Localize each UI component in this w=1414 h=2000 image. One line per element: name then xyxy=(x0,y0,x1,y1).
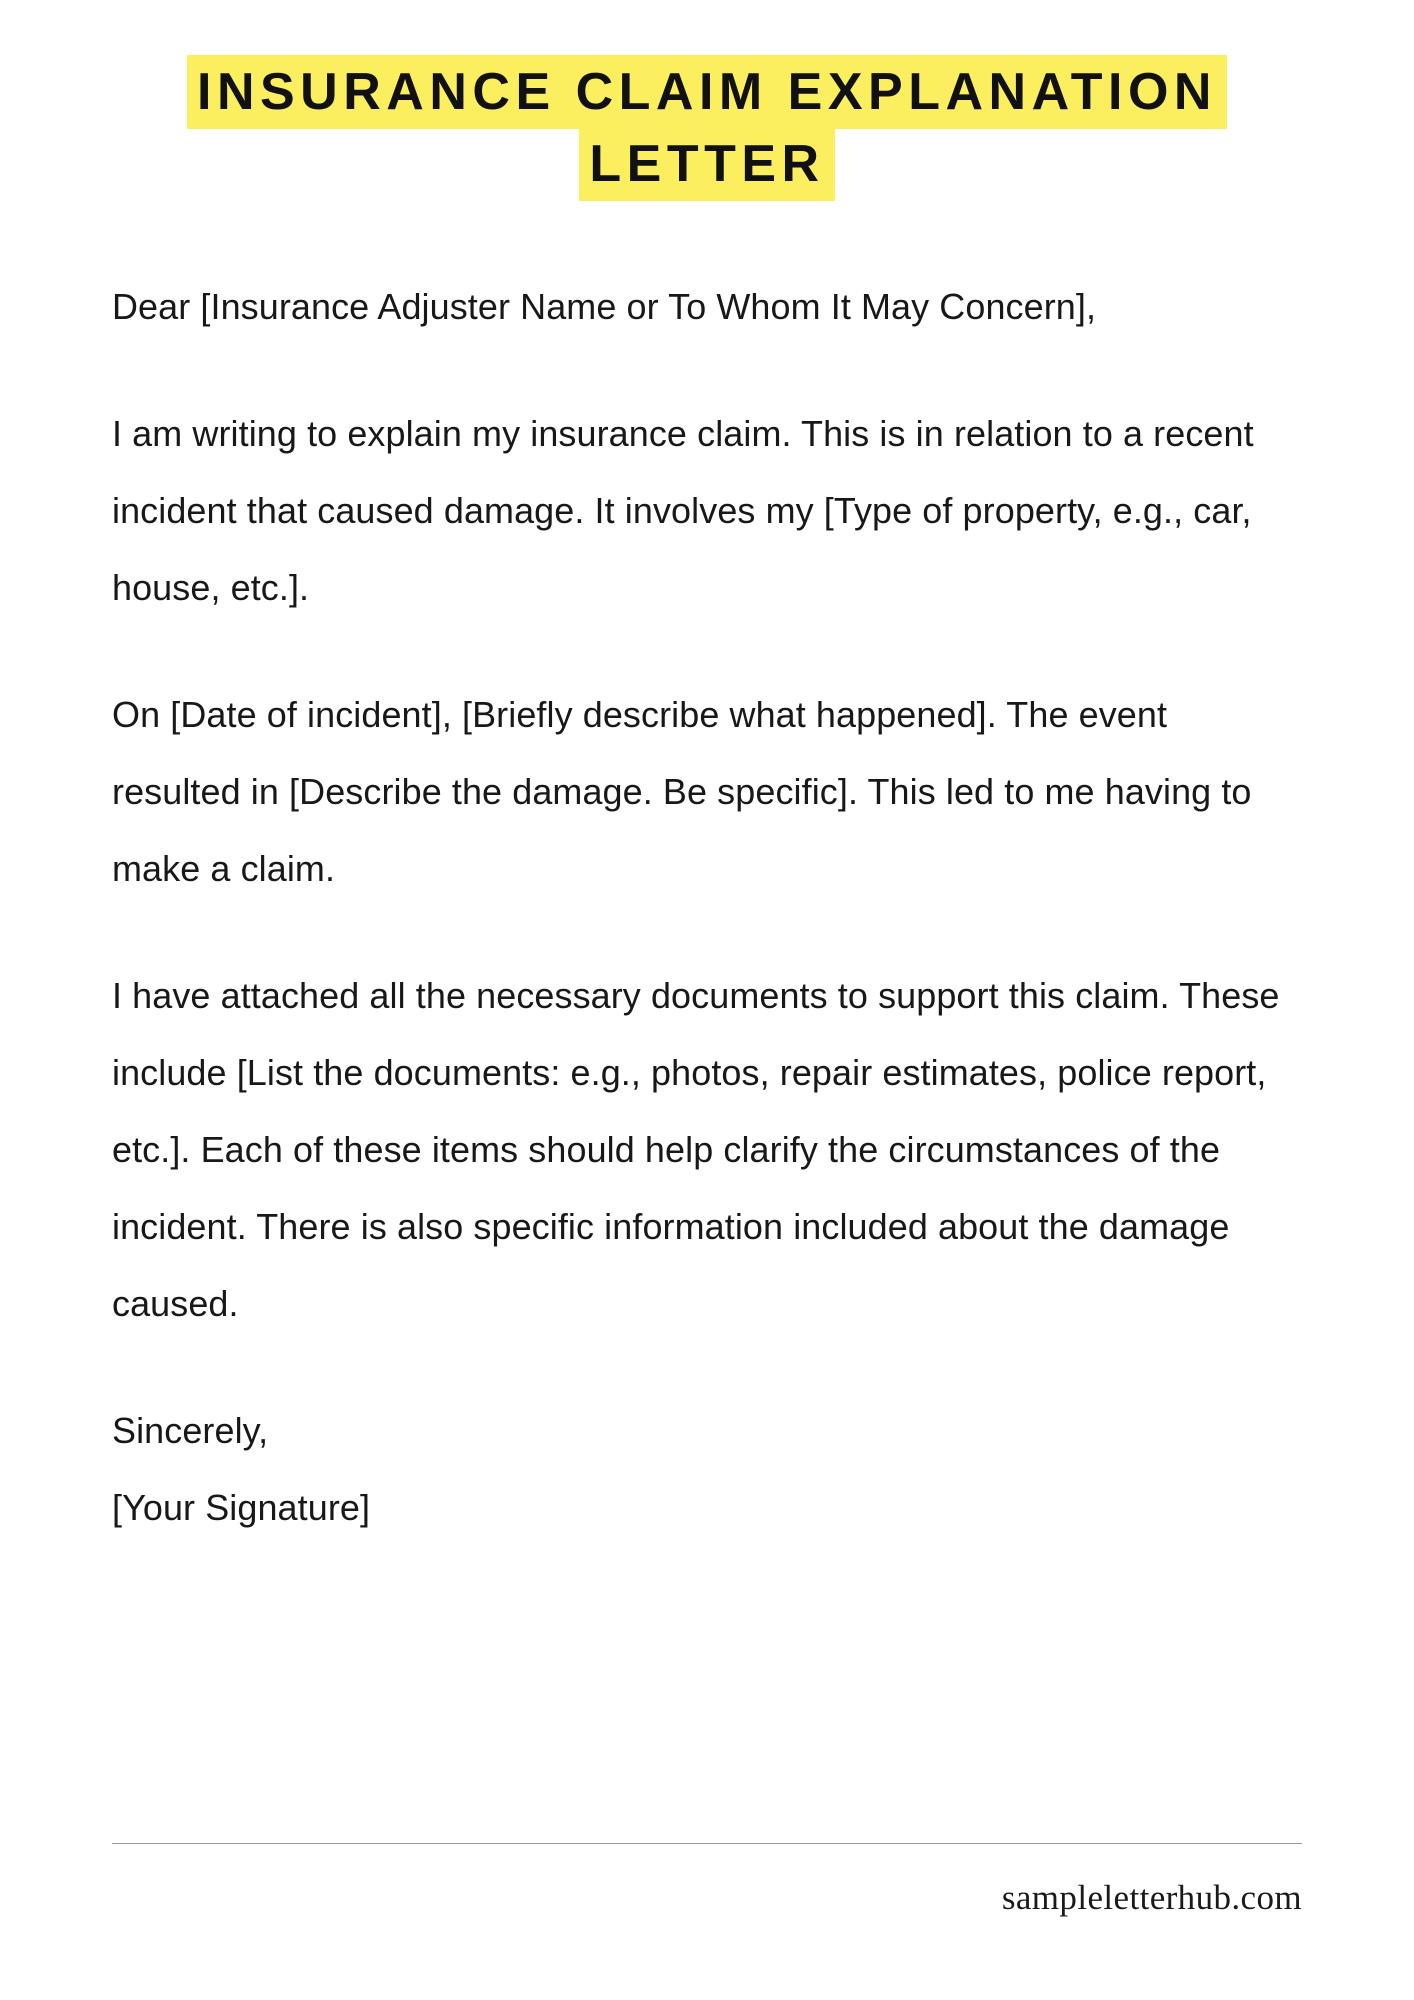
paragraph-3: I have attached all the necessary documents to support this claim. These include [List the documents: e.g., photos, repair estimates, police report, etc.]. Each of these items should help clarify the circumstances of the incident. There is also specific information included about the damage caused. xyxy=(112,975,1290,1324)
footer-site-label: sampleletterhub.com xyxy=(1001,1878,1302,1917)
page-title xyxy=(0,0,1414,200)
footer-divider xyxy=(112,1843,1302,1844)
closing-line: Sincerely, xyxy=(112,1410,269,1451)
page-title-line-2: LETTER xyxy=(579,127,834,201)
page-title-line-1: INSURANCE CLAIM EXPLANATION xyxy=(187,55,1227,129)
signature-line: [Your Signature] xyxy=(112,1487,371,1528)
salutation: Dear [Insurance Adjuster Name or To Whom It May Concern], xyxy=(112,286,1097,327)
page-footer xyxy=(112,1843,1302,1918)
paragraph-1: I am writing to explain my insurance claim. This is in relation to a recent incident that caused damage. It involves my [Type of property, e.g., car, house, etc.]. xyxy=(112,413,1264,608)
paragraph-2: On [Date of incident], [Briefly describe what happened]. The event resulted in [Describe the damage. Be specific]. This led to me having to make a claim. xyxy=(112,694,1262,889)
letter-body xyxy=(112,268,1302,1546)
